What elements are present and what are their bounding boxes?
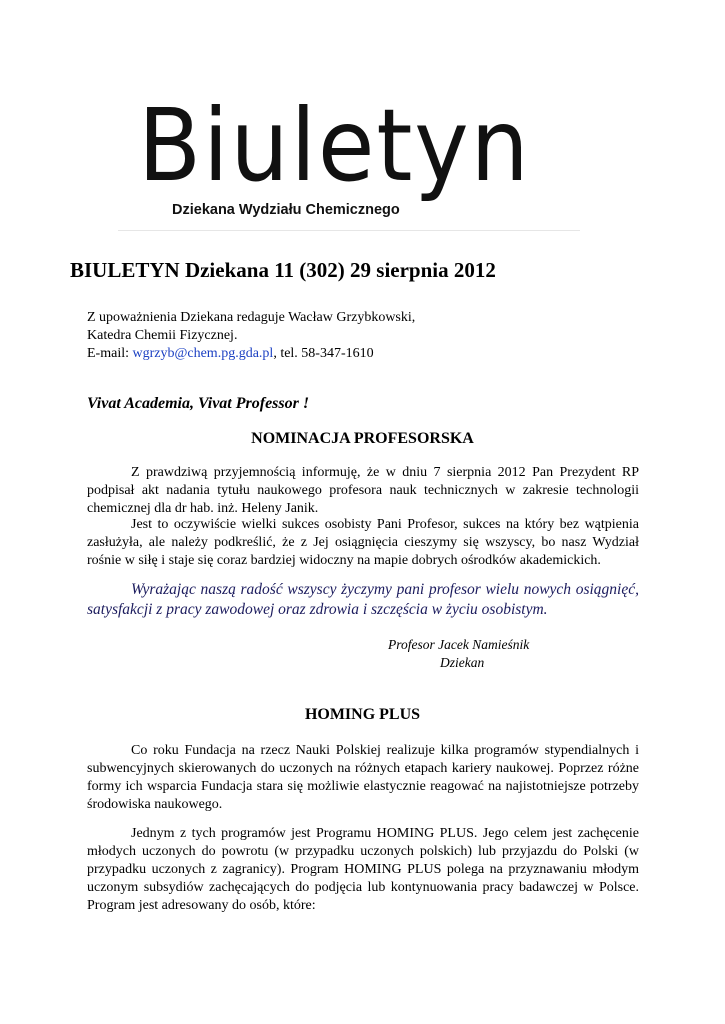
section-title-nominacja: NOMINACJA PROFESORSKA bbox=[251, 430, 474, 447]
editor-line-1: Z upoważnienia Dziekana redaguje Wacław Grzybkowski, bbox=[87, 310, 416, 325]
editor-info bbox=[87, 309, 415, 363]
signature-role: Dziekan bbox=[440, 655, 485, 670]
signature-name: Profesor Jacek Namieśnik bbox=[388, 637, 530, 652]
logo-wordmark: Biuletyn bbox=[138, 87, 531, 204]
bulletin-title: BIULETYN Dziekana 11 (302) 29 sierpnia 2012 bbox=[70, 258, 496, 282]
wishes-paragraph: Wyrażając naszą radość wszyscy życzymy pani profesor wielu nowych osiągnięć, satysfakcji z pracy zawodowej oraz zdrowia i szczęścia w życiu osobistym. bbox=[87, 581, 639, 618]
biuletyn-logo bbox=[118, 87, 580, 231]
email-label: E-mail: bbox=[87, 346, 133, 361]
editor-line-2: Katedra Chemii Fizycznej. bbox=[87, 328, 238, 343]
signature-block bbox=[388, 636, 529, 672]
paragraph-nominacja-1: Z prawdziwą przyjemnością informuję, że w dniu 7 sierpnia 2012 Pan Prezydent RP podpisał akt nadania tytułu naukowego profesora nauk technicznych w zakresie technologii chemicznej dla dr hab. inż. Heleny Janik. bbox=[87, 465, 639, 516]
email-link[interactable]: wgrzyb@chem.pg.gda.pl bbox=[132, 346, 274, 361]
paragraph-homing-1: Co roku Fundacja na rzecz Nauki Polskiej realizuje kilka programów stypendialnych i subwencyjnych skierowanych do uczonych na różnych etapach kariery naukowej. Poprzez różne formy ich wsparcia Fundacja stara się możliwie elastycznie reagować na najistotniejsze potrzeby środowiska naukowego. bbox=[87, 743, 639, 812]
phone-text: , tel. 58-347-1610 bbox=[273, 346, 374, 361]
logo-subtitle: Dziekana Wydziału Chemicznego bbox=[172, 202, 400, 218]
paragraph-homing-2: Jednym z tych programów jest Programu HOMING PLUS. Jego celem jest zachęcenie młodych uczonych do powrotu (w przypadku uczonych polskich) lub przyjazdu do Polski (w przypadku uczonych z zagranicy). Program HOMING PLUS polega na przyznawaniu młodym uczonym subsydiów zachęcających do podjęcia lub kontynuowania pracy badawczej w Polsce. Program jest adresowany do osób, które: bbox=[87, 826, 639, 913]
section-title-homing-plus: HOMING PLUS bbox=[304, 706, 421, 723]
paragraph-nominacja-2: Jest to oczywiście wielki sukces osobisty Pani Profesor, sukces na który bez wątpienia zasłużyła, ale należy podkreślić, że z Jej osiągnięcia cieszymy się wszyscy, bo nasz Wydział rośnie w siłę i staje się coraz bardziej widoczny na mapie dobrych ośrodków akademickich. bbox=[87, 517, 639, 568]
editor-contact bbox=[87, 345, 415, 363]
vivat-heading: Vivat Academia, Vivat Professor ! bbox=[87, 395, 310, 412]
